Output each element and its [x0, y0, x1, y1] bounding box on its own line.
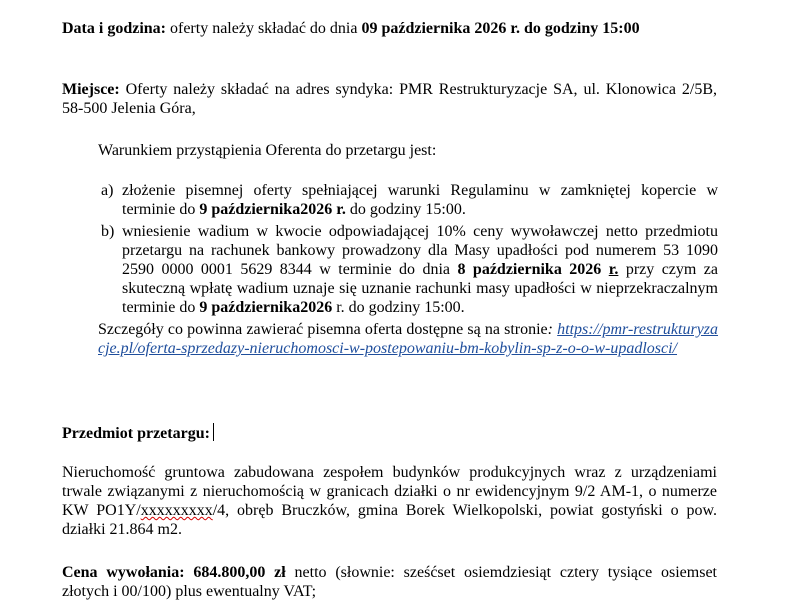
condition-a-text-end: do godziny 15:00. [345, 201, 466, 218]
date-deadline: 09 października 2026 r. do godziny 15:00 [361, 20, 640, 37]
kw-number-masked: xxxxxxxxx [140, 502, 213, 519]
subject-text: Nieruchomość gruntowa zabudowana zespołem budynków produkcyjnych wraz z urządzeniami trwale związanymi z nieruchomością w granicach działki o nr ewidencyjnym 9/2 AM-1, o numerze KW PO1Y/ [62, 464, 717, 519]
condition-b-text-middle: przy czym za skuteczną wpłatę wadium uznaje się uznanie rachunki masy upadłości w nieprzekraczalnym terminie do [122, 261, 719, 316]
date-paragraph [62, 19, 717, 38]
condition-a-text [122, 181, 718, 219]
conditions-intro: Warunkiem przystąpienia Oferenta do przetargu jest: [98, 142, 437, 159]
price-paragraph [62, 563, 717, 601]
place-text: Oferty należy składać na adres syndyka: PMR Restrukturyzacje SA, ul. Klonowica 2/5B, 58-500 Jelenia Góra, [62, 81, 717, 117]
date-label: Data i godzina: [62, 20, 166, 37]
details-colon: : [547, 321, 558, 338]
subject-paragraph [62, 463, 717, 539]
place-label: Miejsce: [62, 81, 120, 98]
date-text: oferty należy składać do dnia [166, 20, 362, 37]
condition-b-text-end: r. do godziny 15:00. [332, 299, 465, 316]
condition-b-text [122, 222, 718, 317]
subject-heading: Przedmiot przetargu: [62, 425, 210, 442]
place-paragraph [62, 80, 717, 118]
details-text: Szczegóły co powinna zawierać pisemna oferta dostępne są na stronie [98, 321, 548, 338]
condition-a-marker: a) [101, 182, 114, 199]
condition-b-deadline: 8 października 2026 [457, 261, 609, 278]
subject-text-end: /4, obręb Bruczków, gmina Borek Wielkopolski, powiat gostyński o pow. działki 21.864 m2. [62, 502, 717, 538]
condition-b-marker: b) [101, 223, 115, 240]
details-paragraph [98, 320, 718, 358]
condition-b-deadline-suffix: r. [608, 261, 619, 278]
offer-details-link[interactable]: https://pmr-restrukturyzacje.pl/oferta-sprzedazy-nieruchomosci-w-postepowaniu-bm-kobylin-sp-z-o-o-w-upadlosci/ [98, 321, 719, 357]
condition-b-text-part: wniesienie wadium w kwocie odpowiadającej 10% ceny wywoławczej netto przedmiotu przetargu na rachunek bankowy prowadzony dla Masy upadłości pod numerem 53 1090 2590 0000 0001 5629 8344 w terminie do dnia [122, 223, 718, 278]
price-label: Cena wywołania: 684.800,00 zł [62, 564, 286, 581]
text-cursor [213, 423, 214, 441]
condition-a-text-part: złożenie pisemnej oferty spełniającej warunki Regulaminu w zamkniętej kopercie w terminie do [122, 182, 718, 218]
condition-b-final-deadline: 9 października2026 [199, 299, 333, 316]
price-text: netto (słownie: sześćset osiemdziesiąt cztery tysiące osiemset złotych i 00/100) plus ewentualny VAT; [62, 564, 717, 600]
condition-a-deadline: 9 października2026 r. [199, 201, 346, 218]
subject-heading-paragraph [62, 423, 717, 443]
